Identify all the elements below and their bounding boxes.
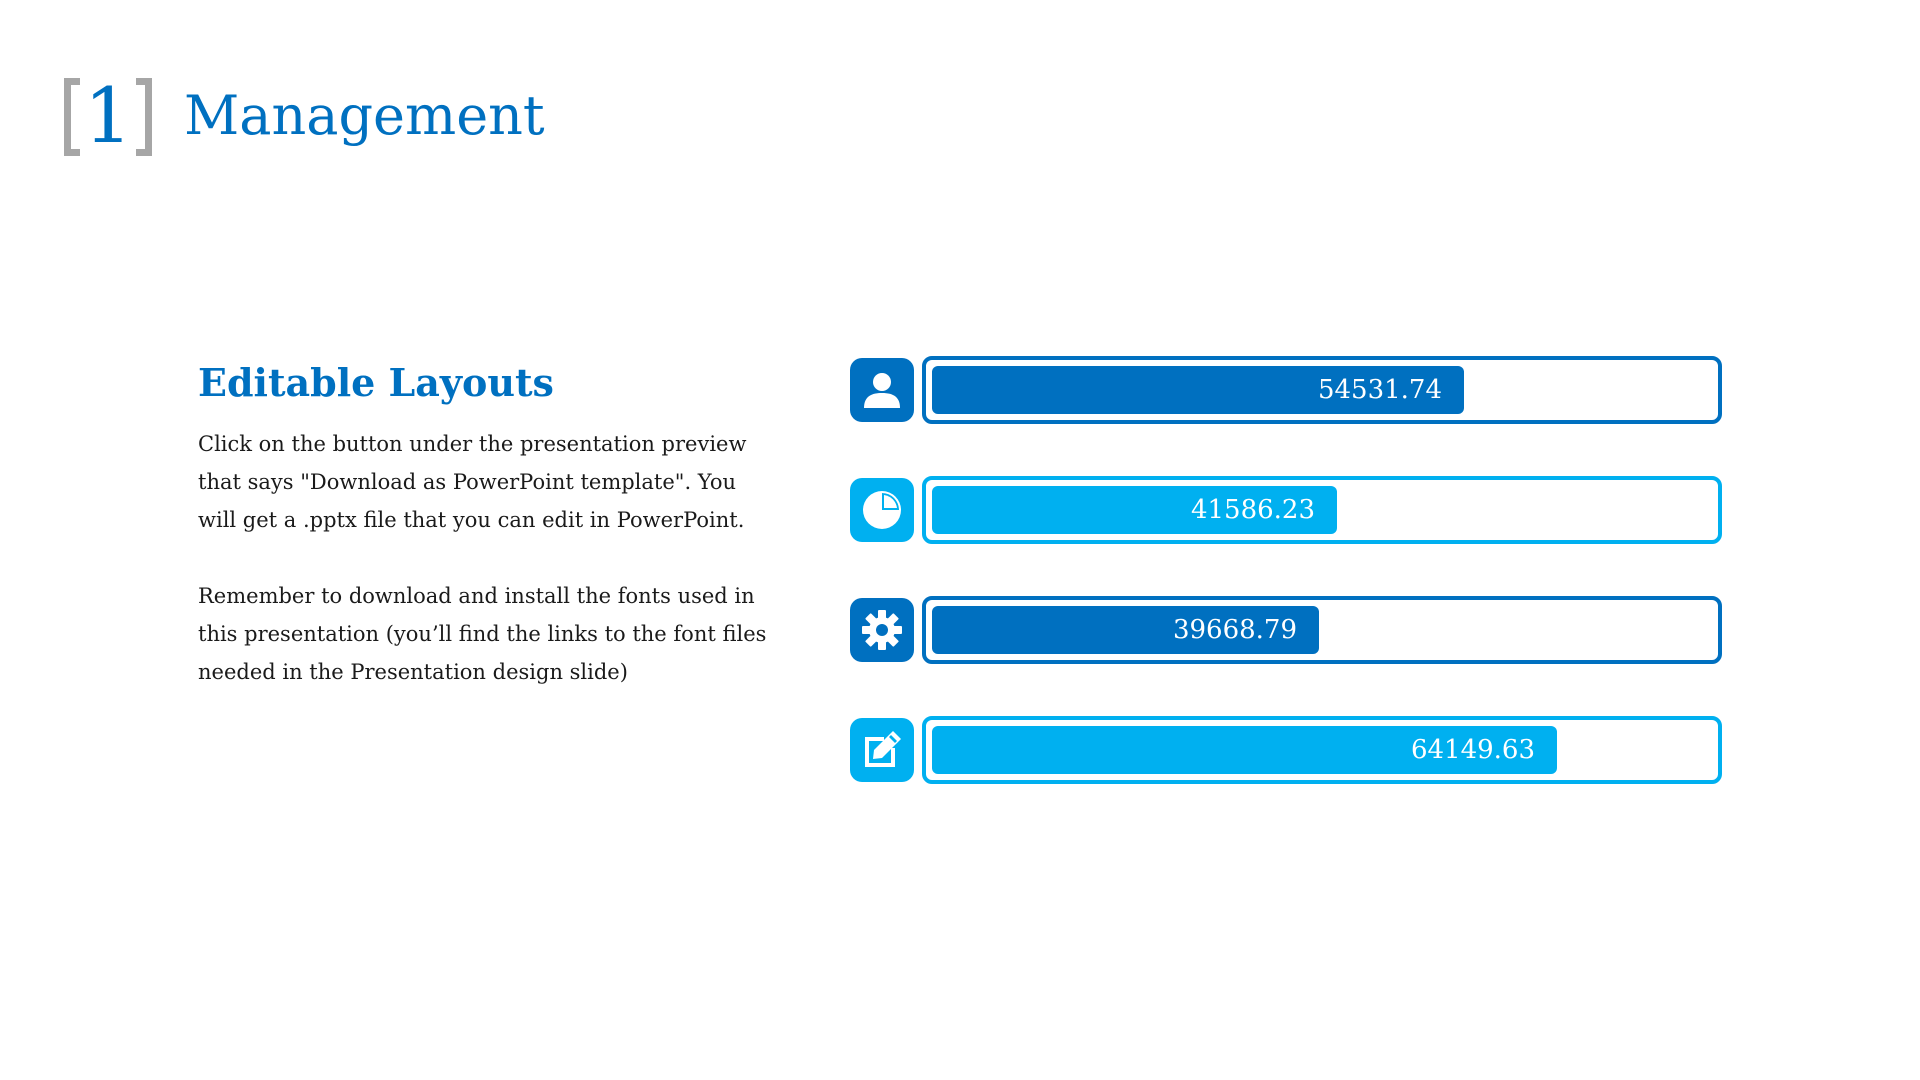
bar-track bbox=[922, 356, 1722, 424]
pie-chart-icon bbox=[850, 478, 914, 542]
right-bracket bbox=[136, 78, 152, 156]
subtitle: Editable Layouts bbox=[198, 360, 554, 405]
bar bbox=[932, 486, 1337, 534]
edit-icon bbox=[850, 718, 914, 782]
left-bracket bbox=[64, 78, 80, 156]
bar bbox=[932, 726, 1557, 774]
bar-track bbox=[922, 476, 1722, 544]
user-icon bbox=[850, 358, 914, 422]
paragraph-2: Remember to download and install the fonts used in this presentation (you’ll find the links to the font files needed in the Presentation design slide) bbox=[198, 584, 767, 684]
gear-icon bbox=[850, 598, 914, 662]
bar-track bbox=[922, 716, 1722, 784]
data-label: 54531.74 bbox=[1317, 375, 1442, 405]
paragraph-1: Click on the button under the presentation preview that says "Download as PowerPoint template". You will get a .pptx file that you can edit in PowerPoint. bbox=[198, 432, 747, 532]
bar bbox=[932, 366, 1464, 414]
bar-row bbox=[850, 596, 1730, 664]
data-label: 41586.23 bbox=[1190, 495, 1315, 525]
data-label: 39668.79 bbox=[1172, 615, 1297, 645]
section-number-badge bbox=[60, 66, 156, 162]
bar-track bbox=[922, 596, 1722, 664]
bar bbox=[932, 606, 1319, 654]
bar-row bbox=[850, 716, 1730, 784]
page-title: Management bbox=[184, 84, 545, 147]
bar-row bbox=[850, 476, 1730, 544]
bar-row bbox=[850, 356, 1730, 424]
section-number: 1 bbox=[84, 71, 133, 160]
text-block bbox=[198, 360, 778, 691]
data-label: 64149.63 bbox=[1410, 735, 1535, 765]
